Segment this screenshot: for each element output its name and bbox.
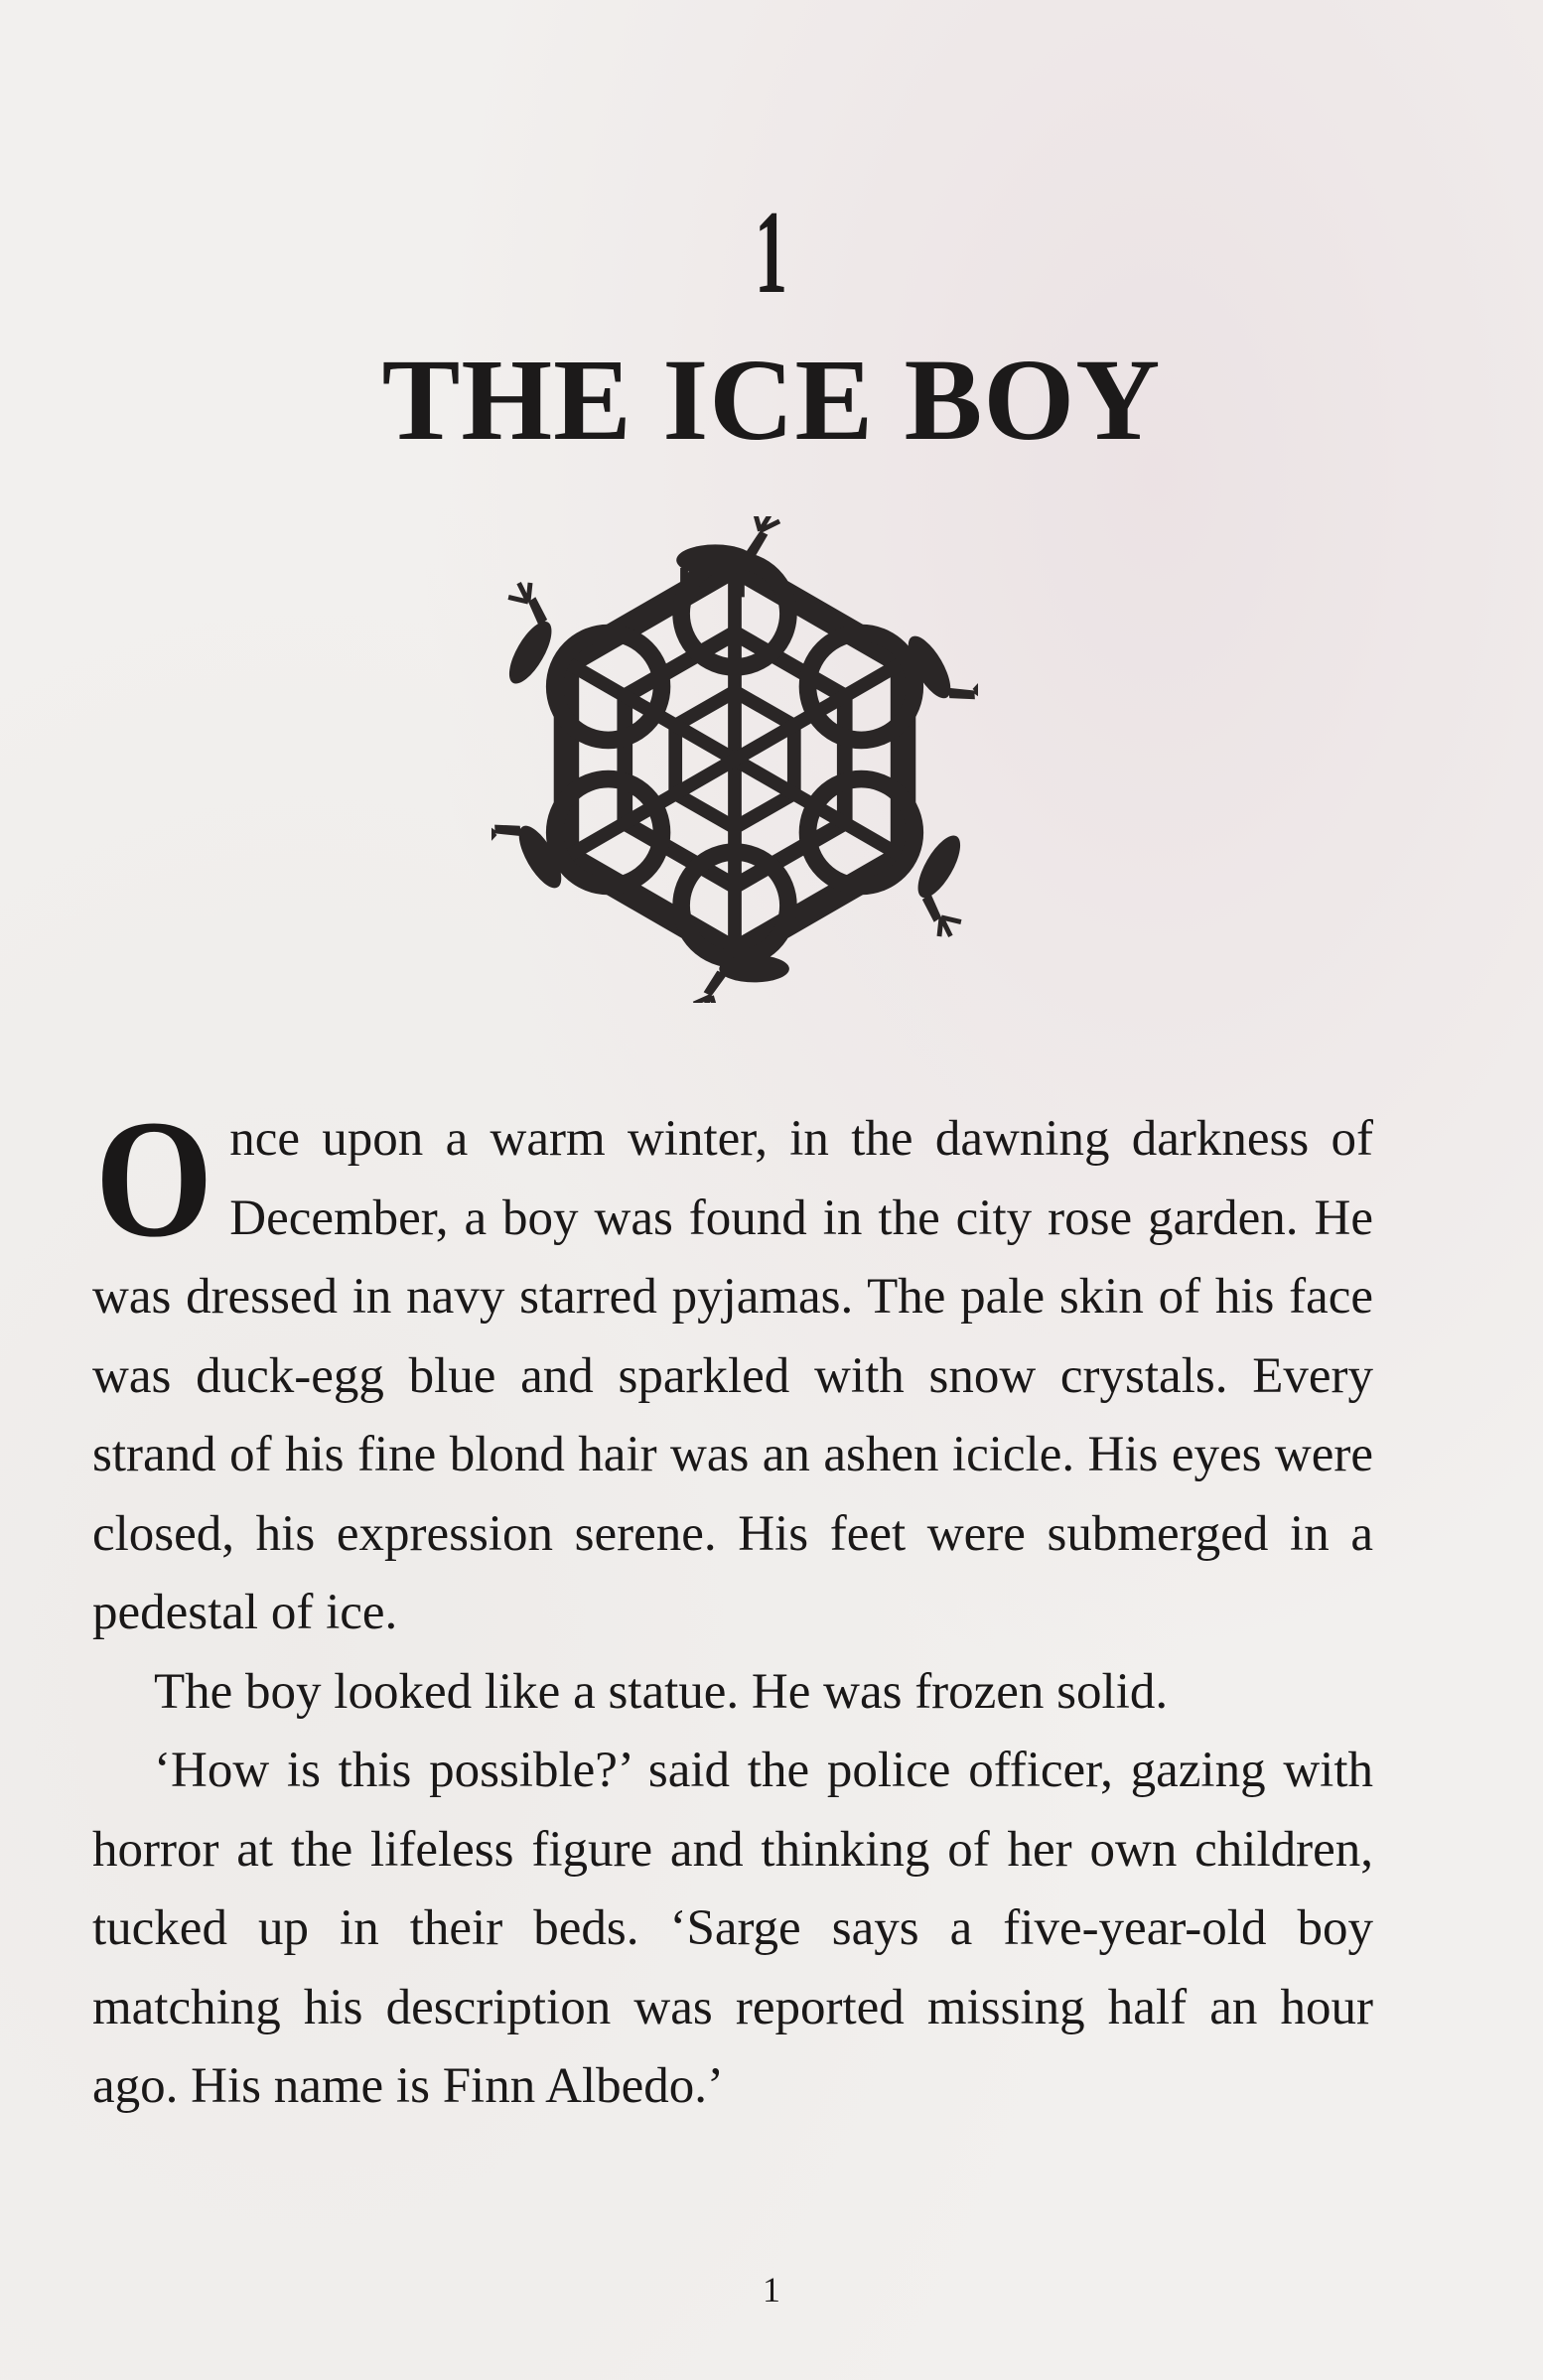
chapter-body (92, 1085, 1373, 2127)
reindeer-snowflake-ornament-icon (491, 516, 978, 1003)
paragraph-2: The boy looked like a statue. He was frozen solid. (154, 1663, 1169, 1720)
paragraph-1-text: nce upon a warm winter, in the dawning darkness of December, a boy was found in the city rose garden. He was dressed in navy starred pyjamas. The pale skin of his face was duck-egg blue and sparkled with snow crystals. Every strand of his fine blond hair was an ashen icicle. His eyes were closed, his expression serene. His feet were submerged in a pedestal of ice. (92, 1111, 1373, 1640)
page-number: 1 (763, 2270, 780, 2310)
paragraph-1 (92, 1085, 1373, 1653)
paragraph-3: ‘How is this possible?’ said the police officer, gazing with horror at the lifeless figure and thinking of her own children, tucked up in their beds. ‘Sarge says a five-year-old boy matching his description was reported missing half an hour ago. His name is Finn Albedo.’ (92, 1743, 1373, 2114)
chapter-title: THE ICE BOY (381, 335, 1162, 465)
chapter-number: 1 (754, 186, 789, 318)
drop-cap: O (94, 1085, 213, 1272)
